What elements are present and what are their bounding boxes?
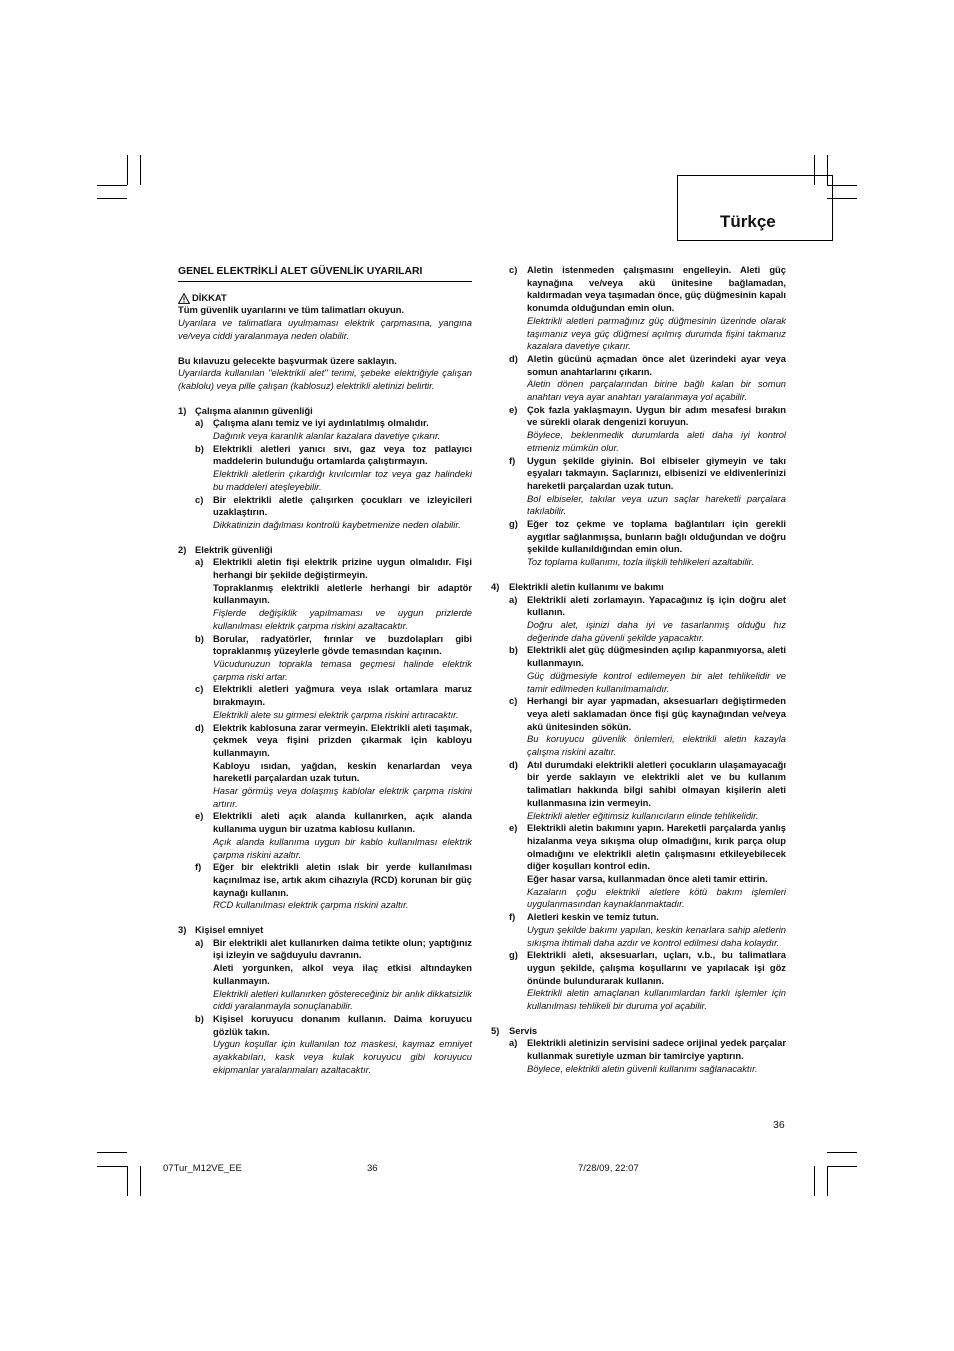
item-instruction: Aletleri keskin ve temiz tutun. bbox=[527, 911, 659, 923]
item-letter: a) bbox=[195, 556, 204, 568]
item-letter: a) bbox=[195, 417, 204, 429]
crop-mark bbox=[827, 1152, 857, 1153]
item-instruction: Aletin gücünü açmadan önce alet üzerindeki ayar veya somun anahtarlarını çıkarın. bbox=[527, 352, 786, 377]
footer-file: 07Tur_M12VE_EE bbox=[163, 1163, 242, 1174]
item-explanation: Doğru alet, işinizi daha iyi ve tasarlanmış olduğu hız değerinde daha güvenli şekilde yapacaktır. bbox=[527, 618, 786, 643]
crop-mark bbox=[97, 185, 127, 186]
subsection-heading bbox=[491, 1025, 786, 1038]
crop-mark bbox=[140, 155, 141, 185]
list-item bbox=[491, 455, 786, 519]
list-item bbox=[178, 443, 472, 494]
item-letter: f) bbox=[195, 861, 202, 873]
item-instruction: Elektrikli aletin bakımını yapın. Hareketli parçalarda yanlış hizalanma veya sıkışma olup olmadığını, kırık parça olup olmadığını ve elektrikli aletin çalışmasını etkileyebilecek diğer koşulları kontrol edin. bbox=[527, 822, 786, 872]
item-letter: c) bbox=[195, 493, 204, 505]
item-letter: f) bbox=[509, 454, 516, 466]
subsection-number: 1) bbox=[178, 404, 187, 416]
intro-bold: Tüm güvenlik uyarılarını ve tüm talimatları okuyun. bbox=[178, 304, 405, 316]
list-item bbox=[178, 683, 472, 721]
item-letter: d) bbox=[509, 352, 518, 364]
item-explanation: Hasar görmüş veya dolaşmış kablolar elektrik çarpma riskini artırır. bbox=[213, 785, 472, 809]
item-explanation: Güç düğmesiyle kontrol edilemeyen bir alet tehlikelidir ve tamir edilmeden kullanılmamalıdır. bbox=[527, 669, 786, 694]
list-item bbox=[491, 264, 786, 353]
item-letter: f) bbox=[509, 911, 516, 923]
item-instruction: Herhangi bir ayar yapmadan, aksesuarları değiştirmeden veya aleti saklamadan önce fişi güç kaynağından ve/veya akü ünitesinden sökün. bbox=[527, 695, 786, 732]
item-explanation: RCD kullanılması elektrik çarpma riskini azaltır. bbox=[213, 899, 409, 911]
item-instruction: Borular, radyatörler, fırınlar ve buzdolapları gibi topraklanmış yüzeylerle gövde temasından kaçının. bbox=[213, 632, 472, 657]
item-instruction: Elektrikli aleti, aksesuarları, uçları, v.b., bu talimatlara uygun şekilde, çalışma koşullarını ve yapılacak işi göz önünde bulundurarak kullanın. bbox=[527, 949, 786, 986]
item-explanation: Elektrikli aletleri kullanırken göstereceğiniz bir anlık dikkatsizlik ciddi yaralanmayla sonuçlanabilir. bbox=[213, 987, 472, 1012]
item-instruction: Uygun şekilde giyinin. Bol elbiseler giymeyin ve takı eşyaları takmayın. Saçlarınızı, elbisenizi ve eldivenlerinizi hareketli parçalardan uzak tutun. bbox=[527, 454, 786, 491]
item-letter: e) bbox=[195, 810, 204, 822]
item-explanation: Elektrikli alete su girmesi elektrik çarpma riskini artıracaktır. bbox=[213, 708, 459, 720]
item-letter: c) bbox=[509, 264, 518, 275]
list-item bbox=[491, 822, 786, 911]
item-instruction: Kişisel koruyucu donanım kullanın. Daima koruyucu gözlük takın. bbox=[213, 1012, 472, 1037]
warning-label: DİKKAT bbox=[192, 291, 227, 303]
subsection-heading bbox=[491, 581, 786, 594]
page-number: 36 bbox=[773, 1119, 785, 1131]
item-instruction: Aleti yorgunken, alkol veya ilaç etkisi altındayken kullanmayın. bbox=[213, 962, 472, 986]
item-instruction: Elektrikli aleti zorlamayın. Yapacağınız iş için doğru alet kullanın. bbox=[527, 593, 786, 618]
item-instruction: Çalışma alanı temiz ve iyi aydınlatılmış olmalıdır. bbox=[213, 417, 429, 429]
item-explanation: Elektrikli aletlerin çıkardığı kıvılcımlar toz veya gaz halindeki bu maddeleri ateşleyebilir. bbox=[213, 468, 472, 492]
item-letter: b) bbox=[509, 644, 518, 656]
item-explanation: Fişlerde değişiklik yapılmaması ve uygun prizlerde kullanılması elektrik çarpma riskini azaltacaktır. bbox=[213, 607, 472, 631]
crop-mark bbox=[827, 1166, 857, 1167]
list-item bbox=[491, 911, 786, 949]
warning-heading bbox=[178, 292, 472, 305]
item-instruction: Eğer toz çekme ve toplama bağlantıları için gerekli aygıtlar sağlanmışsa, bunların bağlı olduğundan ve doğru şekilde kullanıldığından emin olun. bbox=[527, 518, 786, 555]
item-explanation: Elektrikli aletin amaçlanan kullanımlardan farklı işlemler için kullanılması tehlikeli bir duruma yol açabilir. bbox=[527, 987, 786, 1012]
item-instruction: Elektrikli aleti açık alanda kullanırken, açık alanda kullanıma uygun bir uzatma kablosu kullanın. bbox=[213, 810, 472, 835]
item-instruction: Çok fazla yaklaşmayın. Uygun bir adım mesafesi bırakın ve sürekli olarak dengenizi koruyun. bbox=[527, 403, 786, 428]
left-column bbox=[178, 266, 472, 1088]
item-explanation: Uygun koşullar için kullanılan toz maskesi, kaymaz emniyet ayakkabıları, kask veya kulak koruyucu gibi koruyucu ekipmanlar yaralanmaları azaltacaktır. bbox=[213, 1038, 472, 1075]
item-letter: b) bbox=[195, 442, 204, 454]
crop-mark bbox=[97, 198, 127, 199]
subsection-title: Elektrik güvenliği bbox=[195, 543, 273, 555]
list-item bbox=[491, 949, 786, 1013]
item-letter: b) bbox=[195, 1012, 204, 1024]
item-explanation: Açık alanda kullanıma uygun bir kablo kullanılması elektrik çarpma riskini azaltır. bbox=[213, 835, 472, 860]
language-tab bbox=[677, 175, 833, 241]
item-instruction: Atıl durumdaki elektrikli aletleri çocukların ulaşamayacağı bir yerde saklayın ve elektrikli alet ve bu kullanım talimatları hakkında bilgi sahibi olmayan kişilerin aleti kullanmasına izin vermeyin. bbox=[527, 758, 786, 808]
footer-page: 36 bbox=[367, 1163, 378, 1174]
item-instruction: Elektrikli alet güç düğmesinden açılıp kapanmıyorsa, aleti kullanmayın. bbox=[527, 644, 786, 669]
warning-triangle-icon bbox=[178, 293, 190, 304]
item-instruction: Elektrikli aletleri yanıcı sıvı, gaz veya toz patlayıcı maddelerin bulunduğu ortamlarda çalıştırmayın. bbox=[213, 442, 472, 467]
list-item bbox=[178, 1013, 472, 1077]
right-sections bbox=[491, 264, 786, 1088]
item-instruction: Elektrik kablosuna zarar vermeyin. Elektrikli aleti taşımak, çekmek veya fişini prizden çıkarmak için kabloyu kullanmayın. bbox=[213, 721, 472, 758]
subsection-number: 3) bbox=[178, 924, 187, 936]
crop-mark bbox=[97, 1166, 127, 1167]
subsection-heading bbox=[178, 544, 472, 557]
crop-mark bbox=[140, 1166, 141, 1196]
item-explanation: Kazaların çoğu elektrikli aletlere kötü bakım işlemleri uygulanmasından kaynaklanmaktadır. bbox=[527, 885, 786, 910]
item-explanation: Böylece, beklenmedik durumlarda aleti daha iyi kontrol etmeniz mümkün olur. bbox=[527, 429, 786, 453]
item-letter: g) bbox=[509, 949, 518, 961]
list-item bbox=[491, 404, 786, 455]
section-title: GENEL ELEKTRİKLİ ALET GÜVENLİK UYARILARI bbox=[178, 266, 472, 282]
right-column bbox=[491, 264, 786, 1088]
subsection-heading bbox=[178, 924, 472, 937]
item-letter: c) bbox=[195, 683, 204, 695]
footer-date: 7/28/09, 22:07 bbox=[578, 1163, 639, 1174]
item-instruction: Bir elektrikli alet kullanırken daima tetikte olun; yaptığınız işi izleyin ve sağduyulu davranın. bbox=[213, 936, 472, 961]
intro-italic: Uyarılarda kullanılan "elektrikli alet" terimi, şebeke elektriğiyle çalışan (kablolu) veya pille çalışan (kablosuz) elektrikli aletinizi belirtir. bbox=[178, 367, 472, 391]
list-item bbox=[178, 810, 472, 861]
subsection-number: 2) bbox=[178, 543, 187, 555]
item-letter: c) bbox=[509, 695, 518, 707]
item-explanation: Vücudunuzun toprakla temasa geçmesi halinde elektrik çarpma riski artar. bbox=[213, 657, 472, 682]
list-item bbox=[178, 937, 472, 1013]
item-instruction: Topraklanmış elektrikli aletlerle herhangi bir adaptör kullanmayın. bbox=[213, 581, 472, 606]
item-letter: a) bbox=[195, 936, 204, 948]
list-item bbox=[178, 633, 472, 684]
item-instruction: Kabloyu ısıdan, yağdan, keskin kenarlardan veya hareketli parçalardan uzak tutun. bbox=[213, 759, 472, 784]
subsection-title: Çalışma alanının güvenliği bbox=[195, 404, 313, 416]
item-letter: d) bbox=[509, 758, 518, 770]
item-explanation: Bu koruyucu güvenlik önlemleri, elektrikli aletin kazayla çalışma riskini azaltır. bbox=[527, 733, 786, 758]
intro-italic: Uyarılara ve talimatlara uyulmaması elektrik çarpmasına, yangına ve/veya ciddi yaralanmaya neden olabilir. bbox=[178, 317, 472, 341]
subsection-number: 4) bbox=[491, 580, 500, 592]
item-instruction: Bir elektrikli aletle çalışırken çocukları ve izleyicileri uzaklaştırın. bbox=[213, 493, 472, 518]
item-instruction: Elektrikli aletinizin servisini sadece orijinal yedek parçalar kullanmak suretiyle uzman bir tamirciye yaptırın. bbox=[527, 1037, 786, 1062]
item-explanation: Dikkatinizin dağılması kontrolü kaybetmenize neden olabilir. bbox=[213, 518, 461, 530]
left-sections bbox=[178, 405, 472, 1089]
item-explanation: Uygun şekilde bakımı yapılan, keskin kenarlara sahip aletlerin sıkışma ihtimali daha azdır ve kontrol edilmesi daha kolaydır. bbox=[527, 923, 786, 948]
language-label: Türkçe bbox=[720, 212, 776, 231]
list-item bbox=[178, 722, 472, 811]
item-letter: a) bbox=[509, 593, 518, 605]
list-item bbox=[178, 861, 472, 912]
list-item bbox=[178, 556, 472, 632]
item-explanation: Aletin dönen parçalarından birine bağlı kalan bir somun anahtarı veya ayar anahtarı yaralanmaya yol açabilir. bbox=[527, 378, 786, 403]
item-explanation: Böylece, elektrikli aletin güvenli kullanımı sağlanacaktır. bbox=[527, 1062, 758, 1074]
item-letter: g) bbox=[509, 518, 518, 530]
item-instruction: Elektrikli aletleri yağmura veya ıslak ortamlara maruz bırakmayın. bbox=[213, 683, 472, 708]
crop-mark bbox=[827, 1166, 828, 1196]
item-instruction: Eğer hasar varsa, kullanmadan önce aleti tamir ettirin. bbox=[527, 873, 768, 885]
crop-mark bbox=[127, 1166, 128, 1196]
crop-mark bbox=[127, 155, 128, 185]
list-item bbox=[178, 417, 472, 442]
subsection-number: 5) bbox=[491, 1024, 500, 1036]
item-instruction: Eğer bir elektrikli aletin ıslak bir yerde kullanılması kaçınılmaz ise, artık akım cihazıyla (RCD) korunan bir güç kaynağı kullanın. bbox=[213, 861, 472, 898]
list-item bbox=[491, 695, 786, 759]
crop-mark bbox=[814, 1166, 815, 1196]
list-item bbox=[491, 1037, 786, 1075]
item-explanation: Bol elbiseler, takılar veya uzun saçlar hareketli parçalara takılabilir. bbox=[527, 492, 786, 517]
list-item bbox=[491, 353, 786, 404]
subsection-title: Kişisel emniyet bbox=[195, 924, 264, 936]
list-item bbox=[491, 759, 786, 823]
item-explanation: Elektrikli aletleri parmağınız güç düğmesinin üzerinde olarak taşımanız veya güç düğmesi açılmış durumda fişini takmanız kazalara davetiye çıkarır. bbox=[527, 314, 786, 352]
item-explanation: Toz toplama kullanımı, tozla ilişkili tehlikeleri azaltabilir. bbox=[527, 556, 754, 568]
subsection-title: Servis bbox=[509, 1024, 538, 1036]
intro-bold: Bu kılavuzu gelecekte başvurmak üzere saklayın. bbox=[178, 354, 397, 366]
item-letter: a) bbox=[509, 1037, 518, 1049]
item-instruction: Aletin istenmeden çalışmasını engelleyin. Aleti güç kaynağına ve/veya akü ünitesine bağlamadan, kaldırmadan veya taşımadan önce, güç düğmesinin kapalı konumda olduğundan emin olun. bbox=[527, 264, 786, 314]
item-explanation: Dağınık veya karanlık alanlar kazalara davetiye çıkarır. bbox=[213, 430, 441, 442]
item-letter: b) bbox=[195, 632, 204, 644]
item-letter: e) bbox=[509, 403, 518, 415]
subsection-heading bbox=[178, 405, 472, 418]
list-item bbox=[491, 518, 786, 569]
list-item bbox=[491, 644, 786, 695]
subsection-title: Elektrikli aletin kullanımı ve bakımı bbox=[509, 580, 664, 592]
item-letter: e) bbox=[509, 822, 518, 834]
item-explanation: Elektrikli aletler eğitimsiz kullanıcıların elinde tehlikelidir. bbox=[527, 809, 759, 821]
item-instruction: Elektrikli aletin fişi elektrik prizine uygun olmalıdır. Fişi herhangi bir şekilde değiştirmeyin. bbox=[213, 556, 472, 581]
list-item bbox=[491, 594, 786, 645]
crop-mark bbox=[97, 1152, 127, 1153]
list-item bbox=[178, 494, 472, 532]
item-letter: d) bbox=[195, 721, 204, 733]
